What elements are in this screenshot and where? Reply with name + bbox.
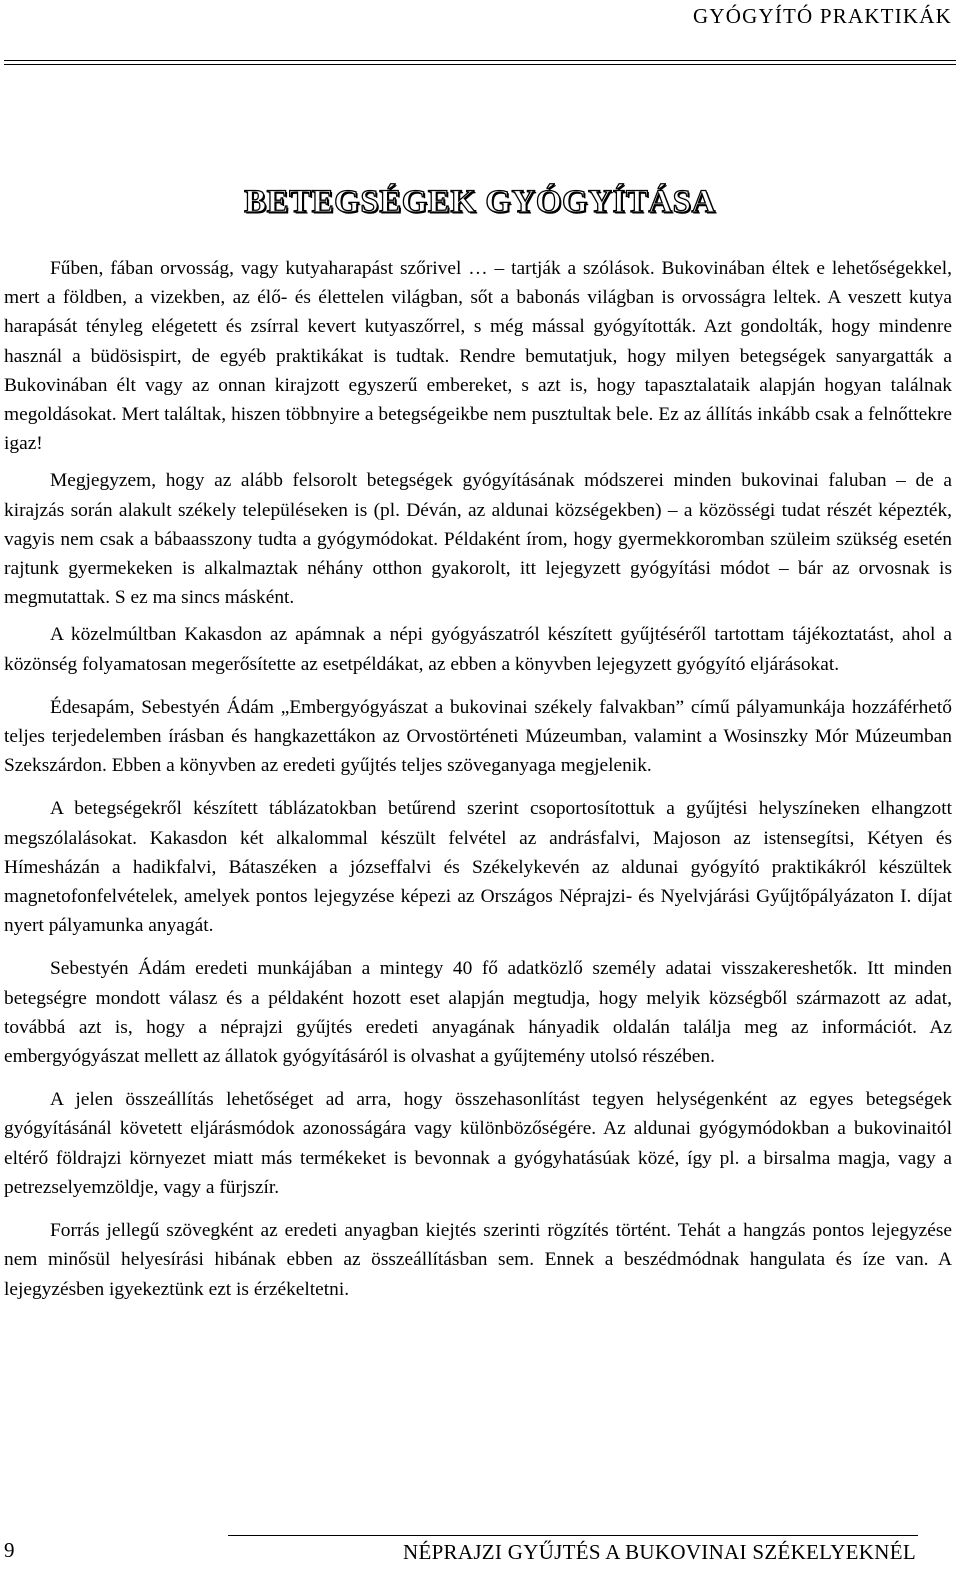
header-rule	[4, 60, 956, 61]
paragraph-methods: Megjegyzem, hogy az alább felsorolt betegségek gyógyításának módszerei minden bukovinai faluban – de a kirajzás során alakult székely településeken is (pl. Déván, az aldunai községekben) – a közösségi tudat részét képezték, vagyis nem csak a bábaasszony tudta a gyógymódokat. Példaként írom, hogy gyermekkoromban szüleim szükség esetén rajtunk gyermekeken is alkalmaztak néhány otthon gyakorolt, itt lejegyzett gyógyítási módot – bár az orvosnak is megmutattak. S ez ma sincs másként.	[4, 470, 952, 609]
body-text	[4, 254, 952, 1318]
page-number: 9	[4, 1538, 15, 1562]
paragraph-kakasd: A közelmúltban Kakasdon az apámnak a népi gyógyászatról készített gyűjtéséről tartottam tájékoztatást, ahol a közönség folyamatosan megerősítette az esetpéldákat, az ebben a könyvben lejegyzett gyógyító eljárásokat.	[4, 624, 952, 675]
paragraph-transcription: Forrás jellegű szövegként az eredeti anyagban kiejtés szerinti rögzítés történt. Tehát a hangzás pontos lejegyzése nem minősül helyesírási hibának ebben az összeállításban sem. Ennek a beszédmódnak hangulata és íze van. A lejegyzésben igyekeztünk ezt is érzékeltetni.	[4, 1220, 952, 1300]
running-footer: NÉPRAJZI GYŰJTÉS A BUKOVINAI SZÉKELYEKNÉL	[402, 1540, 916, 1564]
paragraph-source-work: Édesapám, Sebestyén Ádám „Embergyógyászat a bukovinai székely falvakban” című pályamunkája hozzáférhető teljes terjedelemben írásban és hangkazettákon az Orvostörténeti Múzeumban, valamint a Wosinszky Mór Múzeumban Szekszárdon. Ebben a könyvben az eredeti gyűjtés teljes szöveganyaga megjelenik.	[4, 696, 952, 777]
header-rule-secondary	[4, 64, 956, 65]
page-title: BETEGSÉGEK GYÓGYÍTÁSA	[244, 184, 716, 221]
paragraph-intro: Fűben, fában orvosság, vagy kutyaharapást szőrivel … – tartják a szólások. Bukovinában éltek e lehetőségekkel, mert a földben, a vizekben, az élő- és élettelen világban, sőt a babonás világban is orvosságra leltek. A veszett kutya harapását tényleg elégetett és zsírral kevert kutyaszőrrel, s még mással gyógyították. Azt gondolták, hogy mindenre használ a büdösispirt, de egyéb praktikákat is tudtak. Rendre bemutatjuk, hogy milyen betegségek sanyargatták a Bukovinában élt vagy az onnan kirajzott egyszerű embereket, s azt is, hogy tapasztalataik alapján hogyan találnak megoldásokat. Mert találtak, hiszen többnyire a betegségeikbe nem pusztultak bele. Ez az állítás inkább csak a felnőttekre igaz!	[4, 258, 952, 455]
paragraph-tables: A betegségekről készített táblázatokban betűrend szerint csoportosítottuk a gyűjtési helyszíneken elhangzott megszólalásokat. Kakasdon két alkalommal készült felvétel az andrásfalvi, Majoson az istensegítsi, Kétyen és Hímesházán a hadikfalvi, Bátaszéken a józseffalvi és Székelykevén az aldunai gyógyító praktikákról készültek magnetofonfelvételek, amelyek pontos lejegyzése képezi az Országos Néprajzi- és Nyelvjárási Gyűjtőpályázaton I. díjat nyert pályamunka anyagát.	[4, 798, 952, 937]
running-header: GYÓGYÍTÓ PRAKTIKÁK	[693, 4, 952, 28]
paragraph-informants: Sebestyén Ádám eredeti munkájában a mintegy 40 fő adatközlő személy adatai visszakereshetők. Itt minden betegségre mondott válasz és a példaként hozott eset alapján megtudja, hogy melyik községből származott az adat, továbbá azt is, hogy a néprajzi gyűjtés eredeti anyagának hányadik oldalán találja meg az információt. Az embergyógyászat mellett az állatok gyógyításáról is olvashat a gyűjtemény utolsó részében.	[4, 958, 952, 1068]
paragraph-comparison: A jelen összeállítás lehetőséget ad arra, hogy összehasonlítást tegyen helységenként az egyes betegségek gyógyításánál követett eljárásmódok azonosságára vagy különbözőségére. Az aldunai gyógymódokban a bukovinaitól eltérő földrajzi környezet miatt más termékeket is bevonnak a gyógyhatásúak közé, így pl. a birsalma magja, vagy a petrezselyemzöldje, vagy a fürjszír.	[4, 1089, 952, 1198]
footer-rule	[228, 1535, 918, 1536]
